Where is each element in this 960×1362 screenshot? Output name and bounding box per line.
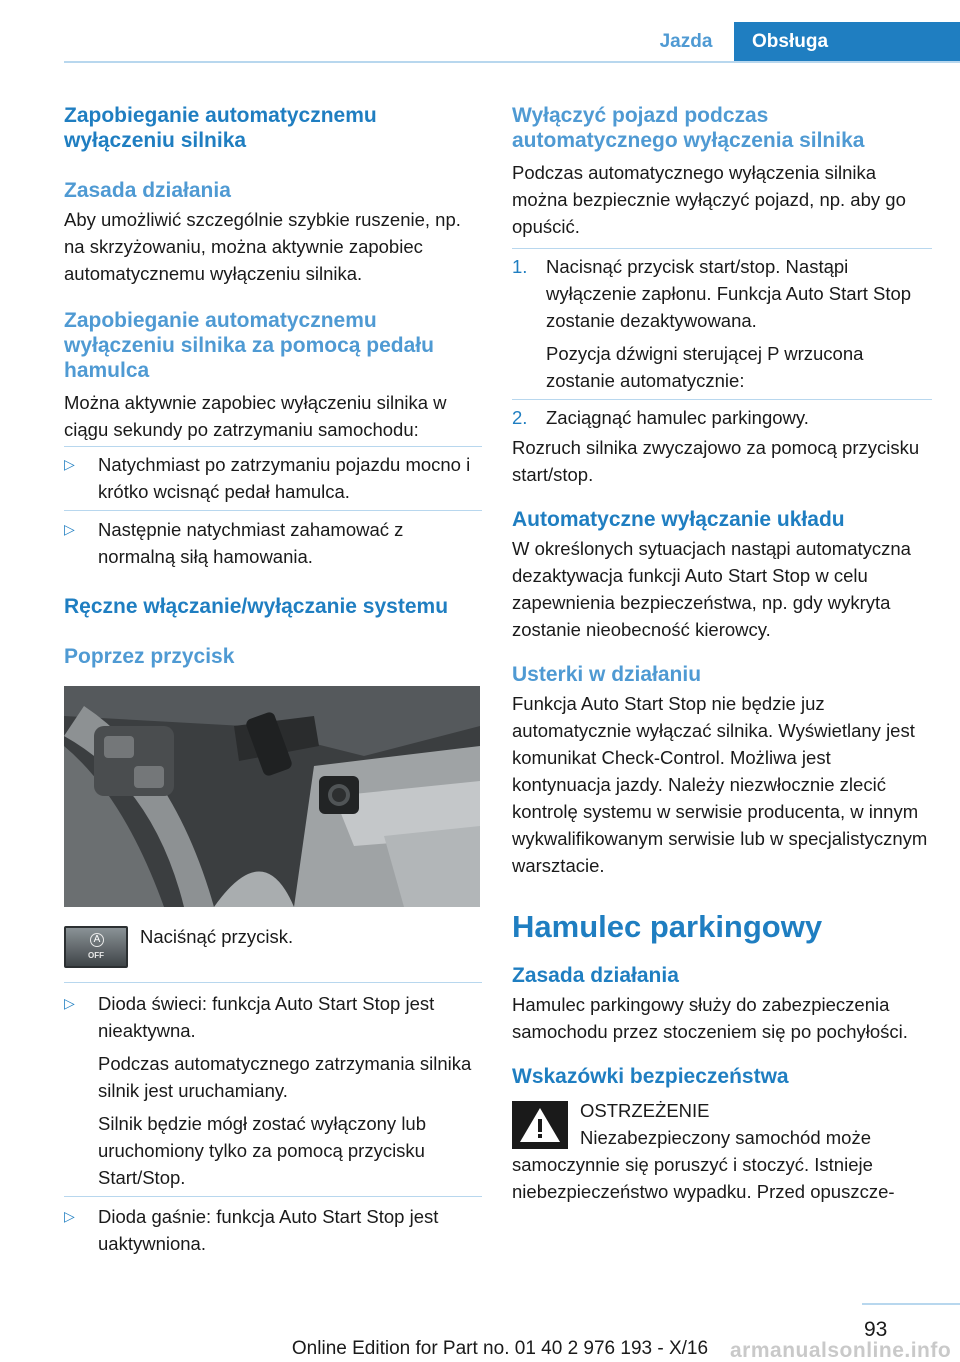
paragraph-brake-pedal: Można aktywnie zapobiec wyłączeniu silnika w ciągu sekundy po zatrzymaniu samochodu:: [64, 392, 447, 440]
heading-parking-brake: Hamulec parkingowy: [512, 909, 823, 944]
list-item: [64, 516, 482, 570]
header-rule: [64, 61, 960, 63]
step-text: Nacisnąć przycisk start/stop. Nastąpi wyłączenie zapłonu. Funkcja Auto Start Stop zostanie dezaktywowana.: [546, 256, 912, 331]
heading-principle-parking: Zasada działania: [512, 964, 679, 987]
warning-title: OSTRZEŻENIE: [580, 1100, 710, 1121]
list-item: [64, 1203, 482, 1257]
heading-switch-off-vehicle: Wyłączyć pojazd podczas automatycznego wyłączenia silnika: [512, 104, 865, 152]
warning-text: Niezabezpieczony samochód może samoczynnie się poruszyć i stoczyć. Istnieje niebezpieczeństwo wypadku. Przed opuszcze-: [512, 1127, 895, 1202]
separator: [512, 248, 932, 249]
heading-principle: Zasada działania: [64, 179, 231, 202]
list-item-text: Dioda gaśnie: funkcja Auto Start Stop jest uaktywniona.: [98, 1206, 439, 1254]
footer-edition: Online Edition for Part no. 01 40 2 976 193 - X/16: [291, 1338, 709, 1359]
paragraph-principle: Aby umożliwić szczególnie szybkie ruszenie, np. na skrzyżowaniu, można aktywnie zapobiec automatycznemu wyłączeniu silnika.: [64, 209, 461, 284]
list-item-text: Dioda świeci: funkcja Auto Start Stop jest nieaktywna.: [98, 993, 435, 1041]
right-column: [512, 100, 932, 1205]
off-label: OFF: [88, 951, 104, 960]
button-caption-row: [64, 926, 482, 968]
heading-faults: Usterki w działaniu: [512, 663, 702, 686]
auto-start-stop-off-button-icon: A OFF: [64, 926, 128, 968]
heading-brake-pedal: Zapobieganie automatycznemu wyłączeniu silnika za pomocą pedału hamulca: [64, 309, 434, 382]
list-item-paragraph: Silnik będzie mógł zostać wyłączony lub uruchomiony tylko za pomocą przycisku Start/Stop.: [98, 1113, 427, 1188]
paragraph-switch-off: Podczas automatycznego wyłączenia silnika można bezpiecznie wyłączyć pojazd, np. aby go opuścić.: [512, 162, 906, 237]
step-number: 1.: [512, 256, 528, 277]
triangle-bullet-icon: ▷: [64, 1208, 75, 1224]
triangle-bullet-icon: ▷: [64, 521, 75, 537]
list-item-paragraph: Podczas automatycznego zatrzymania silnika silnik jest uruchamiany.: [98, 1053, 472, 1101]
list-item-text: Natychmiast po zatrzymaniu pojazdu mocno i krótko wcisnąć pedał hamulca.: [98, 454, 471, 502]
page-number: 93: [864, 1318, 888, 1341]
separator: [64, 982, 482, 983]
left-column: [64, 100, 482, 1257]
paragraph-parking-brake: Hamulec parkingowy służy do zabezpieczenia samochodu przez stoczeniem się po pochyłości.: [512, 994, 908, 1042]
heading-via-button: Poprzez przycisk: [64, 645, 235, 668]
paragraph-restart: Rozruch silnika zwyczajowo za pomocą przycisku start/stop.: [512, 437, 920, 485]
footer-rule: [862, 1303, 960, 1305]
list-item: [64, 990, 482, 1044]
triangle-bullet-icon: ▷: [64, 995, 75, 1011]
paragraph-auto-deactivation: W określonych sytuacjach nastąpi automatyczna dezaktywacja funkcji Auto Start Stop w celu zapewnienia bezpieczeństwa, np. gdy wykryta zostanie nieobecność kierowcy.: [512, 538, 911, 640]
button-caption: Naciśnąć przycisk.: [140, 926, 294, 947]
step-number: 2.: [512, 407, 528, 428]
steering-column-photo: [64, 686, 480, 907]
separator: [64, 1196, 482, 1197]
step-item: [512, 253, 932, 334]
heading-manual-toggle: Ręczne włączanie/wyłączanie systemu: [64, 595, 449, 618]
step-item: [512, 404, 932, 431]
tab-jazda[interactable]: Jazda: [659, 31, 713, 52]
tab-obsluga[interactable]: Obsługa: [734, 22, 960, 62]
watermark: armanualsonline.info: [730, 1339, 952, 1362]
list-item: [64, 451, 482, 505]
separator: [64, 446, 482, 447]
separator: [512, 399, 932, 400]
step-item-paragraph: Pozycja dźwigni sterującej P wrzucona zostanie automatycznie:: [546, 343, 864, 391]
warning-triangle-icon: [512, 1101, 568, 1149]
triangle-bullet-icon: ▷: [64, 456, 75, 472]
list-item-text: Następnie natychmiast zahamować z normalną siłą hamowania.: [98, 519, 404, 567]
heading-auto-deactivation: Automatyczne wyłączanie układu: [512, 508, 845, 531]
step-text: Zaciągnąć hamulec parkingowy.: [546, 407, 809, 428]
heading-safety-notes: Wskazówki bezpieczeństwa: [512, 1065, 789, 1088]
chapter-nav: [638, 22, 960, 62]
paragraph-faults: Funkcja Auto Start Stop nie będzie juz automatycznie wyłączać silnika. Wyświetlany jest komunikat Check-Control. Możliwa jest kontynuacja jazdy. Należy niezwłocznie zlecić kontrolę systemu w serwisie producenta, w innym wykwalifikowanym serwisie lub w specjalistycznym warsztacie.: [512, 693, 928, 876]
separator: [64, 510, 482, 511]
heading-prevent-stop: Zapobieganie automatycznemu wyłączeniu silnika: [64, 104, 377, 152]
warning-header: [580, 1101, 710, 1124]
